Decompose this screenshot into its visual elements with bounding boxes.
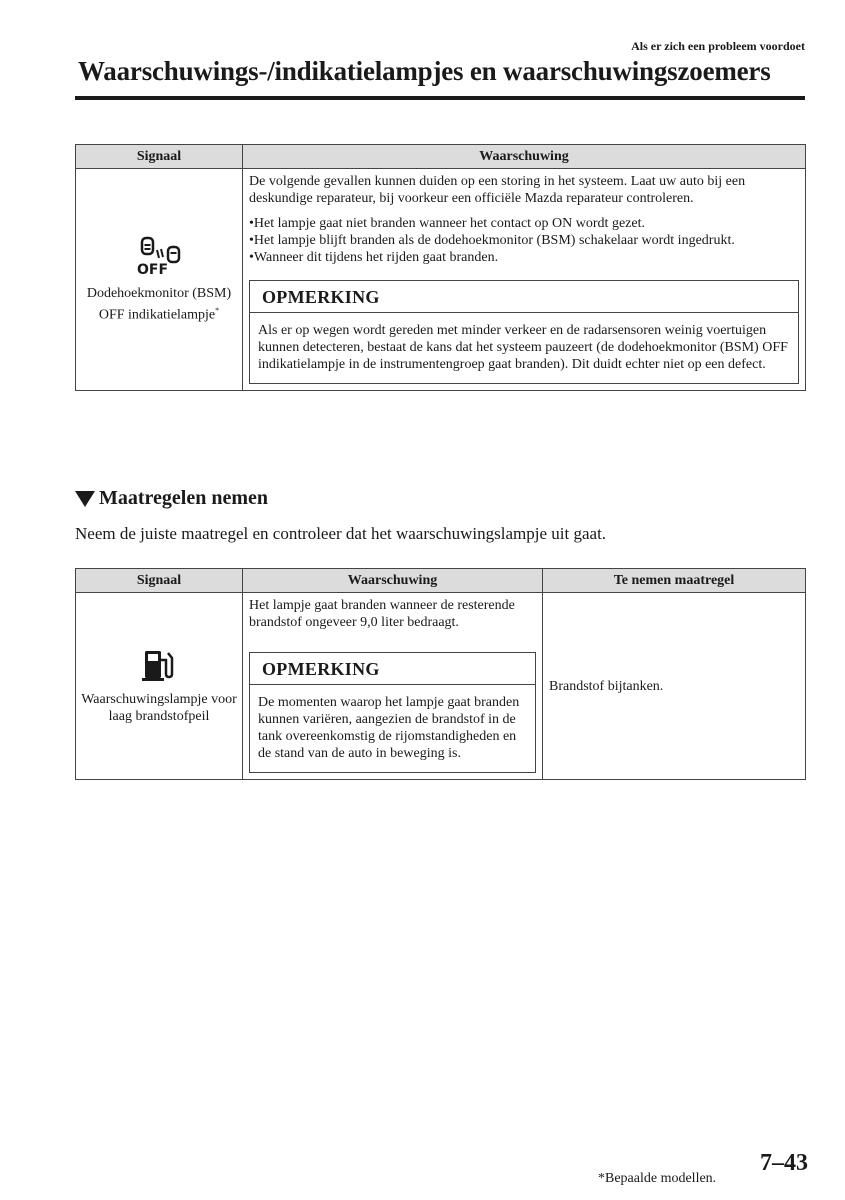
note-title: OPMERKING xyxy=(250,281,798,313)
warning-intro: Het lampje gaat branden wanneer de resterende brandstof ongeveer 9,0 liter bedraagt. xyxy=(249,598,515,630)
table-row xyxy=(76,169,806,391)
triangle-down-icon xyxy=(75,491,95,507)
header-kicker: Als er zich een probleem voordoet xyxy=(631,39,805,53)
bsm-off-icon-text: OFF xyxy=(137,261,169,276)
signal-cell xyxy=(76,169,243,391)
note-box xyxy=(249,280,799,384)
fuel-pump-icon xyxy=(139,671,179,686)
header-rule xyxy=(75,96,805,100)
table-row xyxy=(76,593,806,780)
column-header-signaal: Signaal xyxy=(76,145,243,169)
page-title: Waarschuwings-/indikatielampjes en waarschuwingszoemers xyxy=(78,56,771,86)
action-cell: Brandstof bijtanken. xyxy=(543,593,806,780)
warning-cell xyxy=(243,593,543,780)
bsm-off-icon xyxy=(134,261,184,280)
warning-cell xyxy=(243,169,806,391)
column-header-maatregel: Te nemen maatregel xyxy=(543,569,806,593)
signal-label: Dodehoekmonitor (BSM) OFF indikatielampje* xyxy=(86,285,232,323)
list-item: • Wanneer dit tijdens het rijden gaat branden. xyxy=(249,249,799,266)
column-header-waarschuwing: Waarschuwing xyxy=(243,145,806,169)
page-number: 7–43 xyxy=(760,1150,808,1176)
note-body: De momenten waarop het lampje gaat branden kunnen variëren, aangezien de brandstof in de tank overeenkomstig de rijomstandigheden en de stand van de auto in beweging is. xyxy=(258,695,520,761)
note-body: Als er op wegen wordt gereden met minder verkeer en de radarsensoren weinig voertuigen kunnen detecteren, bestaat de kans dat het systeem pauzeert (de dodehoekmonitor (BSM) OFF indikatielampje in de instrumentengroep gaat branden). Dit duidt echter niet op een defect. xyxy=(258,323,788,372)
note-title: OPMERKING xyxy=(250,653,535,685)
signal-cell xyxy=(76,593,243,780)
list-item: • Het lampje blijft branden als de dodehoekmonitor (BSM) schakelaar wordt ingedrukt. xyxy=(249,232,799,249)
note-box xyxy=(249,652,536,773)
fuel-table xyxy=(75,568,806,780)
bsm-table xyxy=(75,144,806,391)
column-header-waarschuwing: Waarschuwing xyxy=(243,569,543,593)
list-item: • Het lampje gaat niet branden wanneer het contact op ON wordt gezet. xyxy=(249,215,799,232)
signal-footnote-mark: * xyxy=(215,305,220,315)
column-header-signaal: Signaal xyxy=(76,569,243,593)
section-heading: Maatregelen nemen xyxy=(75,487,268,510)
footer-note: *Bepaalde modellen. xyxy=(598,1171,717,1186)
section-intro: Neem de juiste maatregel en controleer dat het waarschuwingslampje uit gaat. xyxy=(75,524,607,543)
signal-label: Waarschuwingslampje voor laag brandstofpeil xyxy=(81,691,237,724)
warning-intro: De volgende gevallen kunnen duiden op een storing in het systeem. Laat uw auto bij een deskundige reparateur, bij voorkeur een officiële Mazda reparateur controleren. xyxy=(249,174,746,206)
warning-bullets xyxy=(249,215,799,266)
